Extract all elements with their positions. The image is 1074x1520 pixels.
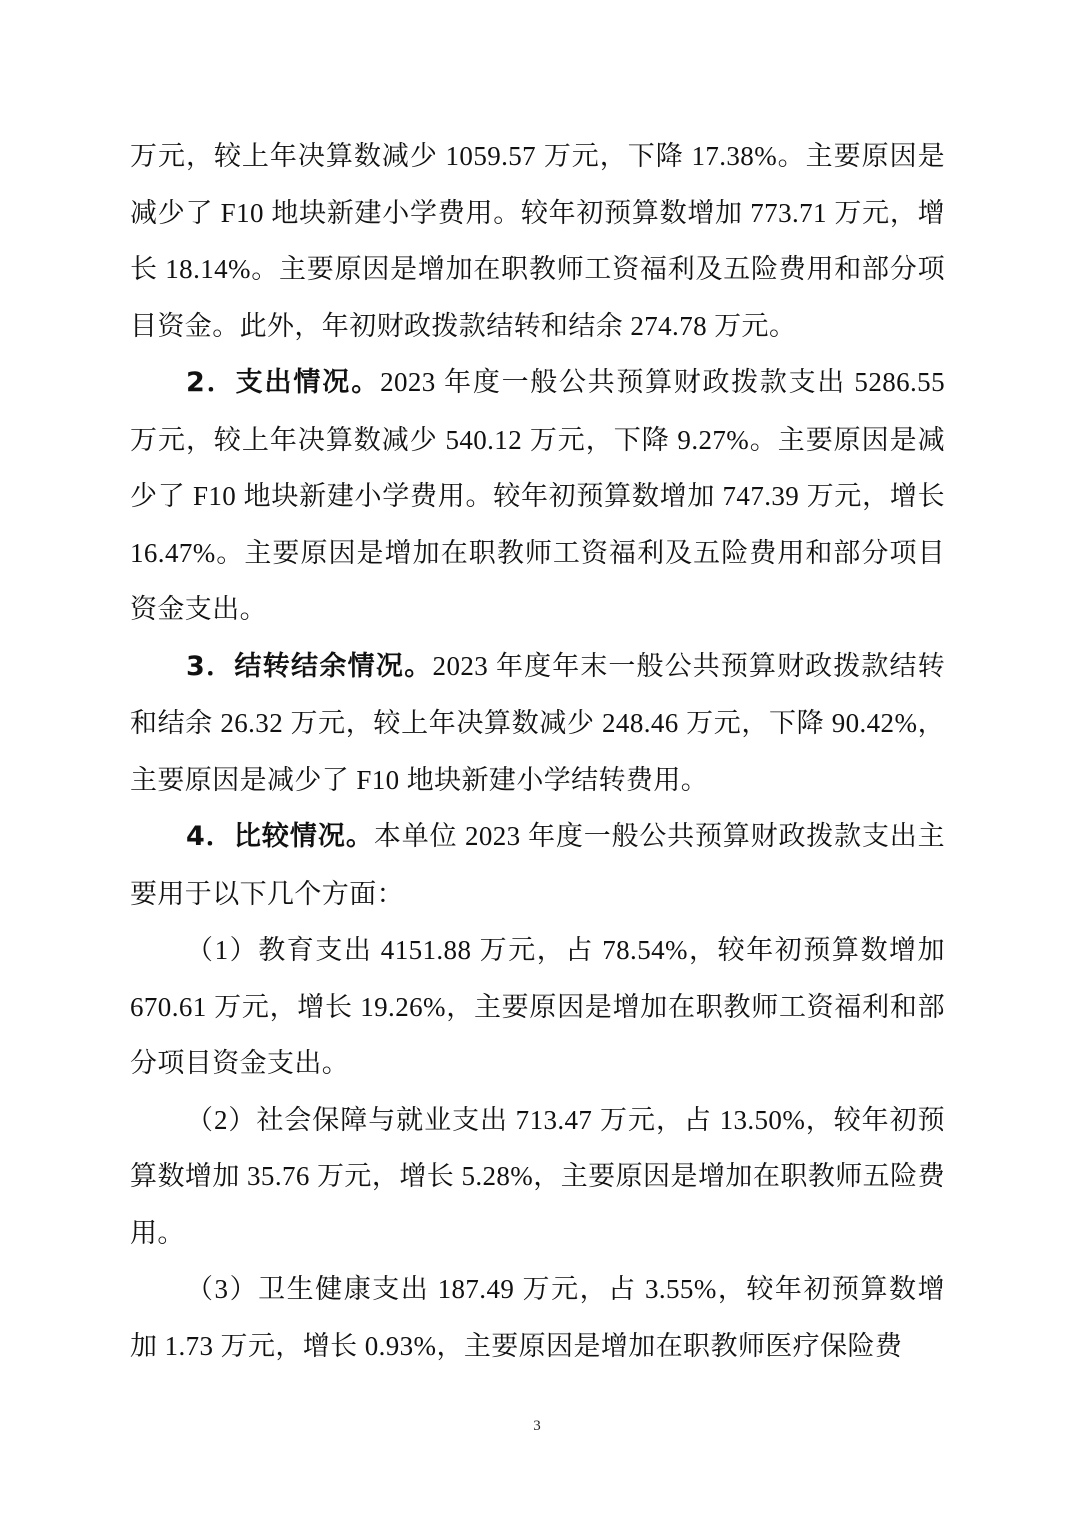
page-number: 3 (533, 1418, 541, 1434)
paragraph-expenditure (130, 354, 945, 638)
body-text (130, 128, 945, 1374)
paragraph-body: 本单位 2023 年度一般公共预算财政拨款支出主要用于以下几个方面： (130, 821, 945, 909)
paragraph-education (130, 922, 945, 1092)
paragraph-body: 2023 年度一般公共预算财政拨款支出 5286.55 万元，较上年决算数减少 540.12 万元，下降 9.27%。主要原因是减少了 F10 地块新建小学费用。较年初预算数增加 747.39 万元，增长 16.47%。主要原因是增加在职教师工资福利及五险费用和部分项目资金支出。 (130, 367, 945, 624)
paragraph-body: （2）社会保障与就业支出 713.47 万元，占 13.50%，较年初预算数增加 35.76 万元，增长 5.28%，主要原因是增加在职教师五险费用。 (130, 1104, 945, 1248)
paragraph-social-security (130, 1092, 945, 1262)
paragraph-health (130, 1261, 945, 1374)
paragraph-body: 万元，较上年决算数减少 1059.57 万元，下降 17.38%。主要原因是减少了 F10 地块新建小学费用。较年初预算数增加 773.71 万元，增长 18.14%。主要原因是增加在职教师工资福利及五险费用和部分项目资金。此外，年初财政拨款结转和结余 274.78 万元。 (130, 141, 945, 341)
paragraph-body: （3）卫生健康支出 187.49 万元，占 3.55%，较年初预算数增加 1.73 万元，增长 0.93%，主要原因是增加在职教师医疗保险费 (130, 1274, 945, 1361)
paragraph-body: 2023 年度年末一般公共预算财政拨款结转和结余 26.32 万元，较上年决算数减少 248.46 万元，下降 90.42%，主要原因是减少了 F10 地块新建小学结转费用。 (130, 650, 945, 795)
paragraph-carryover (130, 638, 945, 809)
paragraph-body: （1）教育支出 4151.88 万元，占 78.54%，较年初预算数增加 670.61 万元，增长 19.26%，主要原因是增加在职教师工资福利和部分项目资金支出。 (130, 935, 945, 1078)
paragraph-comparison (130, 808, 945, 922)
section-heading-comparison: 4．比较情况。 (186, 821, 374, 852)
section-heading-expenditure: 2．支出情况。 (186, 367, 381, 398)
section-heading-carryover: 3．结转结余情况。 (186, 650, 433, 682)
paragraph-income-continued (130, 128, 945, 354)
